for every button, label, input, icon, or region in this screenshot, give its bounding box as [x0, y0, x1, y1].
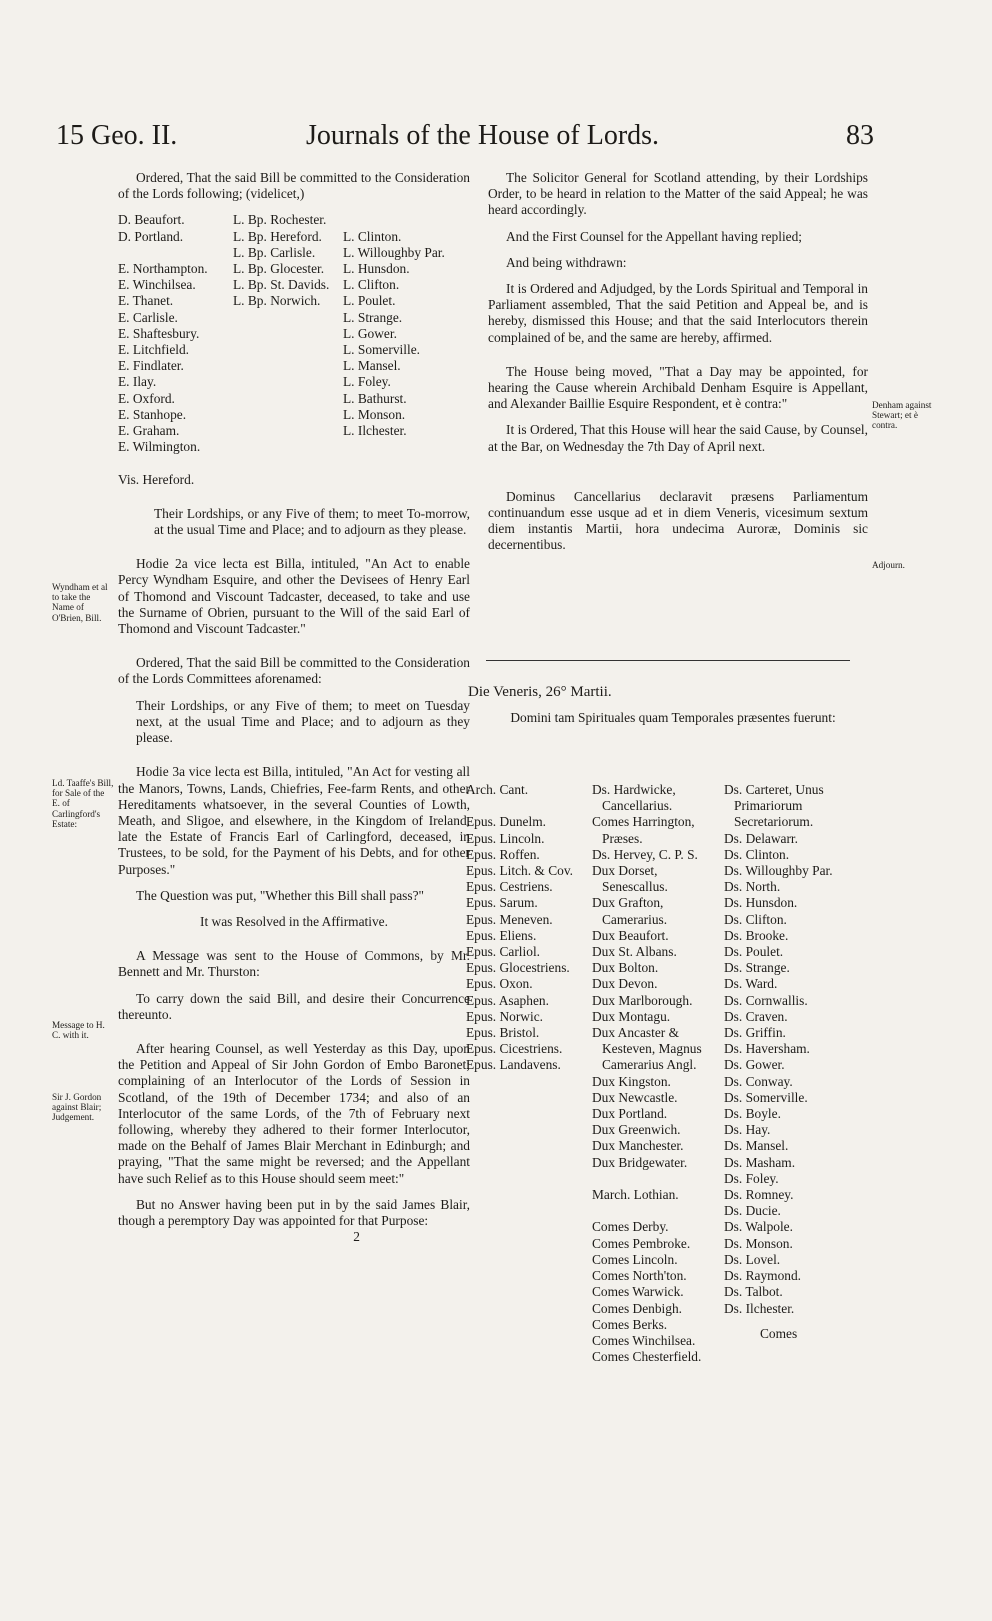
committee-bishop: L. Bp. St. Davids.: [233, 277, 330, 293]
committee-baron: L. Somerville.: [343, 342, 420, 358]
baron-present: Ds. Hunsdon.: [724, 895, 798, 911]
lord-temporal: Dux Devon.: [592, 976, 658, 992]
lord-spiritual: Epus. Dunelm.: [466, 814, 546, 830]
lord-spiritual: [466, 798, 590, 814]
committee-baron: L. Monson.: [343, 406, 406, 422]
baron-present: Ds. Lovel.: [724, 1251, 781, 1267]
lord-temporal: Comes Chesterfield.: [592, 1349, 702, 1365]
baron-present: Ds. Ilchester.: [724, 1300, 795, 1316]
committal-order-2: Ordered, That the said Bill be committed to the Consideration of the Lords Committees aforenamed:: [118, 655, 470, 687]
committee-bishop: L. Bp. Glocester.: [233, 261, 325, 277]
lord-spiritual: Epus. Bristol.: [466, 1025, 540, 1041]
committee-baron: L. Foley.: [343, 374, 391, 390]
lord-temporal: Dux Bolton.: [592, 960, 659, 976]
question-put: The Question was put, "Whether this Bill shall pass?": [136, 887, 424, 903]
lord-temporal: Comes Denbigh.: [592, 1300, 683, 1316]
lord-temporal: Dux Grafton, Camerarius.: [592, 895, 668, 927]
baron-present: Ds. Ducie.: [724, 1203, 781, 1219]
baron-present: Ds. Clinton.: [724, 846, 790, 862]
lord-spiritual: Epus. Glocestriens.: [466, 960, 570, 976]
catchword-left: 2: [353, 1229, 360, 1245]
spiritual-lords-column: [466, 782, 590, 1074]
committee-lord: E. Findlater.: [118, 358, 184, 374]
being-withdrawn: And being withdrawn:: [506, 254, 627, 270]
committee-lord: E. Shaftesbury.: [118, 325, 200, 341]
committee-lord: E. Carlisle.: [118, 309, 178, 325]
committee-baron: L. Gower.: [343, 325, 397, 341]
lord-spiritual: Epus. Eliens.: [466, 927, 537, 943]
committee-lord: D. Portland.: [118, 228, 184, 244]
lord-temporal: Dux Kingston.: [592, 1073, 671, 1089]
committee-baron: L. Mansel.: [343, 358, 401, 374]
lord-temporal: Dux Ancaster & Kesteven, Magnus Camerarius Angl.: [592, 1025, 702, 1073]
baron-present: Ds. Masham.: [724, 1154, 796, 1170]
lord-temporal: Comes Lincoln.: [592, 1251, 678, 1267]
lords-column-3: [343, 212, 463, 487]
lord-temporal: Dux St. Albans.: [592, 944, 677, 960]
lord-temporal: Comes North'ton.: [592, 1268, 687, 1284]
lord-spiritual: Epus. Litch. & Cov.: [466, 863, 573, 879]
committee-baron: L. Clifton.: [343, 277, 400, 293]
running-title: Journals of the House of Lords.: [306, 120, 660, 151]
committee-lords-list: [118, 212, 470, 487]
committee-baron: [343, 212, 463, 228]
committee-lord: [118, 245, 233, 261]
regnal-year: 15 Geo. II.: [56, 120, 178, 151]
baron-present: Ds. Poulet.: [724, 944, 784, 960]
lord-spiritual: Epus. Landavens.: [466, 1057, 561, 1073]
dukes-earls-column: [592, 782, 726, 1365]
lord-temporal: [592, 1171, 726, 1187]
resolution: It was Resolved in the Affirmative.: [200, 913, 388, 929]
page-number: 83: [846, 120, 874, 151]
section-divider: [486, 660, 850, 661]
lord-temporal: [592, 1203, 726, 1219]
lord-temporal: Dux Bridgewater.: [592, 1154, 688, 1170]
committee-lord: E. Graham.: [118, 423, 180, 439]
lord-temporal: Dux Newcastle.: [592, 1089, 678, 1105]
committee-lord: E. Ilay.: [118, 374, 157, 390]
margin-note-message: Message to H. C. with it.: [52, 1020, 105, 1041]
lord-spiritual: Epus. Roffen.: [466, 846, 540, 862]
baron-present: Ds. Conway.: [724, 1073, 793, 1089]
solicitor-heard: The Solicitor General for Scotland attending, by their Lordships Order, to be heard in relation to the Matter of the said Appeal; he was heard accordingly.: [488, 170, 868, 218]
lord-temporal: Dux Montagu.: [592, 1008, 671, 1024]
baron-present: Ds. Brooke.: [724, 927, 789, 943]
lord-spiritual: Epus. Meneven.: [466, 911, 553, 927]
lord-spiritual: Epus. Norwic.: [466, 1008, 543, 1024]
committee-baron: L. Bathurst.: [343, 390, 407, 406]
hearing-order: It is Ordered, That this House will hear the said Cause, by Counsel, at the Bar, on Wednesday the 7th Day of April next.: [488, 422, 868, 454]
sitting-heading-block: [468, 684, 878, 726]
lord-temporal: Ds. Hardwicke, Cancellarius.: [592, 782, 676, 814]
meeting-instruction-1: Their Lordships, or any Five of them; to meet To-morrow, at the usual Time and Place; and to adjourn as they please.: [154, 505, 470, 538]
carry-down-instruction: To carry down the said Bill, and desire their Concurrence thereunto.: [118, 990, 470, 1022]
committee-bishop: L. Bp. Hereford.: [233, 228, 322, 244]
baron-present: Ds. North.: [724, 879, 781, 895]
lord-temporal: Dux Manchester.: [592, 1138, 684, 1154]
baron-present: Ds. Carteret, Unus Primariorum Secretariorum.: [724, 782, 824, 830]
committee-lord: E. Northampton.: [118, 261, 208, 277]
baron-present: Ds. Somerville.: [724, 1089, 808, 1105]
baron-present: Ds. Mansel.: [724, 1138, 789, 1154]
lord-temporal: March. Lothian.: [592, 1187, 679, 1203]
lords-column-1: [118, 212, 233, 487]
lord-temporal: Dux Greenwich.: [592, 1122, 681, 1138]
barons-column: [724, 782, 860, 1317]
meeting-instruction-2: Their Lordships, or any Five of them; to meet on Tuesday next, at the usual Time and Place; and to adjourn as they please.: [136, 697, 470, 746]
lord-temporal: Comes Winchilsea.: [592, 1332, 696, 1348]
lord-spiritual: Epus. Carliol.: [466, 944, 541, 960]
left-column: [118, 170, 470, 1245]
lord-temporal: Comes Harrington, Præses.: [592, 814, 695, 846]
baron-present: Ds. Foley.: [724, 1170, 779, 1186]
baron-present: Ds. Cornwallis.: [724, 992, 808, 1008]
lord-temporal: Dux Beaufort.: [592, 927, 669, 943]
counsel-replied: And the First Counsel for the Appellant having replied;: [506, 228, 803, 244]
committee-baron: L. Strange.: [343, 309, 403, 325]
committee-baron: L. Hunsdon.: [343, 261, 410, 277]
lord-temporal: Ds. Hervey, C. P. S.: [592, 846, 698, 862]
lord-temporal: Comes Pembroke.: [592, 1235, 691, 1251]
committal-order-1: Ordered, That the said Bill be committed to the Consideration of the Lords following; (videlicet,): [118, 170, 470, 202]
baron-present: Ds. Raymond.: [724, 1268, 801, 1284]
lord-spiritual: Epus. Asaphen.: [466, 992, 549, 1008]
baron-present: Ds. Talbot.: [724, 1284, 783, 1300]
lord-temporal: Comes Berks.: [592, 1316, 668, 1332]
margin-note-adjourn: Adjourn.: [872, 560, 905, 570]
lord-temporal: Dux Dorset, Senescallus.: [592, 863, 668, 895]
lord-spiritual: Arch. Cant.: [466, 782, 529, 797]
baron-present: Ds. Romney.: [724, 1187, 794, 1203]
committee-lord: E. Wilmington.: [118, 439, 201, 455]
committee-lord: E. Stanhope.: [118, 406, 187, 422]
baron-present: Ds. Strange.: [724, 960, 790, 976]
lord-temporal: Dux Portland.: [592, 1106, 668, 1122]
committee-bishop: L. Bp. Carlisle.: [233, 244, 316, 260]
baron-present: Ds. Willoughby Par.: [724, 863, 833, 879]
lord-temporal: Comes Derby.: [592, 1219, 669, 1235]
committee-lord: [118, 455, 233, 471]
wyndham-bill-reading: Hodie 2a vice lecta est Billa, intituled, "An Act to enable Percy Wyndham Esquire, and other the Devisees of Henry Earl of Thomond and Viscount Tadcaster, deceased, to take and use the Surname of Obrien, pursuant to the Will of the said Earl of Thomond and Viscount Tadcaster.": [118, 556, 470, 637]
lord-spiritual: Epus. Cicestriens.: [466, 1041, 563, 1057]
baron-present: Ds. Walpole.: [724, 1219, 793, 1235]
margin-note-wyndham: Wyndham et al to take the Name of O'Brien, Bill.: [52, 582, 108, 623]
baron-present: Ds. Griffin.: [724, 1025, 786, 1041]
baron-present: Ds. Craven.: [724, 1008, 788, 1024]
lord-temporal: Comes Warwick.: [592, 1284, 684, 1300]
committee-lord: E. Winchilsea.: [118, 277, 196, 293]
committee-bishop: L. Bp. Rochester.: [233, 212, 327, 228]
committee-lord: Vis. Hereford.: [118, 471, 195, 487]
lord-spiritual: Epus. Cestriens.: [466, 879, 553, 895]
baron-present: Ds. Monson.: [724, 1235, 793, 1251]
lord-spiritual: Epus. Oxon.: [466, 976, 533, 992]
baron-present: Ds. Haversham.: [724, 1041, 810, 1057]
margin-note-taaffe: Ld. Taaffe's Bill, for Sale of the E. of Carlingford's Estate:: [52, 778, 114, 829]
baron-present: Ds. Delawarr.: [724, 830, 798, 846]
page-header: [56, 120, 886, 164]
lord-temporal: Dux Marlborough.: [592, 992, 693, 1008]
taaffe-bill-reading: Hodie 3a vice lecta est Billa, intituled, "An Act for vesting all the Manors, Towns, Lands, Chiefries, Fee-farm Rents, and other Hereditaments whatsoever, in the several Counties of Lowth, Meath, and Sligoe, and elsewhere, in the Kingdom of Ireland, late the Estate of Francis Earl of Carlingford, deceased, in Trustees, to be sold, for the Payment of his Debts, and for other Purposes.": [118, 764, 470, 877]
presentes-line: Domini tam Spirituales quam Temporales præsentes fuerunt:: [510, 710, 836, 726]
margin-note-denham: Denham against Stewart; et è contra.: [872, 400, 932, 431]
gordon-appeal-hearing: After hearing Counsel, as well Yesterday as this Day, upon the Petition and Appeal of Sir John Gordon of Embo Baronet; complaining of an Interlocutor of the Lords of Session in Scotland, of the 19th of December 1734; and also of an Interlocutor of the same Lords, of the 7th of February next following, whereby they adhered to their former Interlocutor, made on the Behalf of James Blair Merchant in Edinburgh; and praying, "That the same might be reversed; and the Appellant have such Relief as to this House should seem meet:": [118, 1040, 470, 1186]
baron-present: Ds. Boyle.: [724, 1106, 781, 1122]
committee-lord: E. Thanet.: [118, 293, 174, 309]
denham-motion: The House being moved, "That a Day may be appointed, for hearing the Cause wherein Archibald Denham Esquire is Appellant, and Alexander Baillie Esquire Respondent, et è contra:": [488, 363, 868, 412]
committee-lord: D. Beaufort.: [118, 212, 185, 228]
committee-bishop: L. Bp. Norwich.: [233, 293, 321, 309]
right-column: [488, 170, 868, 554]
baron-present: Ds. Gower.: [724, 1057, 785, 1073]
judgement-order: It is Ordered and Adjudged, by the Lords Spiritual and Temporal in Parliament assembled, That the said Petition and Appeal be, and is hereby, dismissed this House; and that the said Interlocutors therein complained of be, and the same are hereby, affirmed.: [488, 281, 868, 345]
committee-lord: E. Oxford.: [118, 390, 175, 406]
margin-note-gordon: Sir J. Gordon against Blair; Judgement.: [52, 1092, 102, 1123]
committee-baron: L. Poulet.: [343, 293, 396, 309]
committee-baron: L. Clinton.: [343, 228, 402, 244]
baron-present: Ds. Clifton.: [724, 911, 787, 927]
lord-spiritual: Epus. Lincoln.: [466, 830, 545, 846]
no-answer-paragraph: But no Answer having been put in by the said James Blair, though a peremptory Day was appointed for that Purpose:: [118, 1196, 470, 1228]
lord-spiritual: Epus. Sarum.: [466, 895, 538, 911]
baron-present: Ds. Ward.: [724, 976, 778, 992]
catchword-right: Comes: [760, 1326, 798, 1341]
committee-baron: L. Ilchester.: [343, 423, 407, 439]
committee-baron: L. Willoughby Par.: [343, 244, 445, 260]
adjournment-declaration: Dominus Cancellarius declaravit præsens Parliamentum continuandum esse usque ad et in diem Veneris, vicesimum sextum diem instantis Martii, hora undecima Auroræ, Dominis sic decernentibus.: [488, 488, 868, 553]
baron-present: Ds. Hay.: [724, 1122, 771, 1138]
committee-lord: E. Litchfield.: [118, 342, 190, 358]
message-to-commons: A Message was sent to the House of Commons, by Mr. Bennett and Mr. Thurston:: [118, 948, 470, 980]
lords-column-2: [233, 212, 343, 487]
sitting-date: Die Veneris, 26° Martii.: [468, 684, 612, 700]
